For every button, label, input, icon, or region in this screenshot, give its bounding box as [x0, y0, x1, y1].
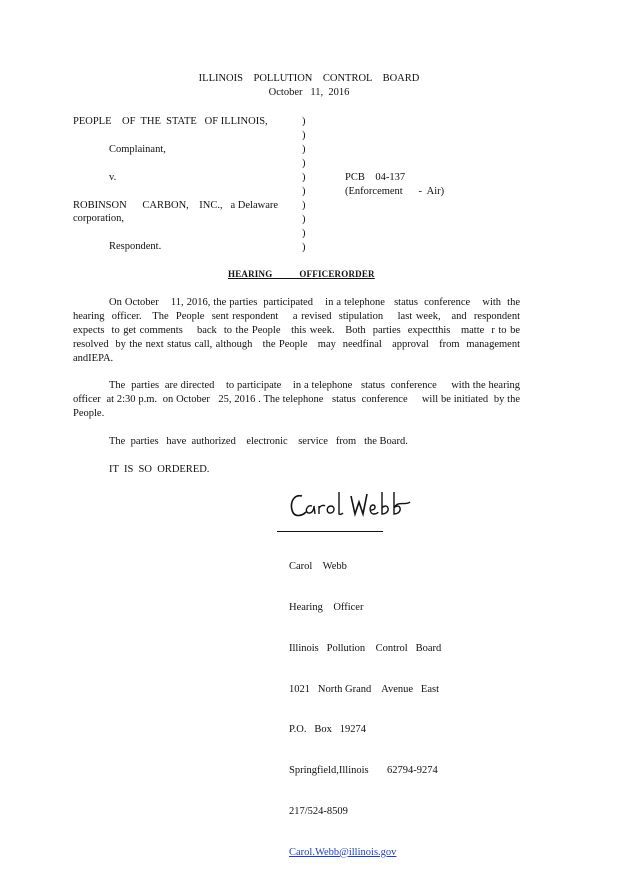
paragraph-2-text: The parties are directed to participate in a telephone status conference with the hearing officer at 2:30 p.m. on October 25, 2016 . The telephone status conference will be initiated by the People. [73, 380, 523, 419]
document-header [0, 72, 618, 99]
signer-address2: P.O. Box 19274 [289, 724, 367, 736]
paren: ) [302, 144, 306, 155]
signer-name: Carol Webb [289, 561, 347, 573]
respondent-party-line2: corporation, [73, 213, 125, 224]
case-number: PCB 04-137 [345, 172, 406, 183]
handwritten-signature [288, 488, 418, 524]
paragraph-4 [73, 463, 520, 477]
paragraph-3 [73, 435, 520, 449]
paren: ) [302, 116, 306, 127]
document-title: HEARING OFFICERORDER [228, 269, 375, 279]
paren: ) [302, 228, 306, 239]
board-name: ILLINOIS POLLUTION CONTROL BOARD [198, 73, 420, 84]
signature-line [277, 531, 383, 532]
order-date: October 11, 2016 [268, 86, 350, 98]
paren: ) [302, 200, 306, 211]
paren: ) [302, 130, 306, 141]
signer-org: Illinois Pollution Control Board [289, 642, 442, 654]
paragraph-1 [73, 296, 523, 366]
signature-block [289, 533, 441, 873]
paragraph-2 [73, 379, 523, 421]
respondent-party-line1: ROBINSON CARBON, INC., a Delaware [73, 200, 279, 211]
paren: ) [302, 186, 306, 197]
signer-phone: 217/524-8509 [289, 805, 348, 817]
signer-city: Springfield,Illinois 62794-9274 [289, 765, 438, 777]
signer-email-link[interactable]: Carol.Webb@illinois.gov [289, 846, 397, 858]
paragraph-1-text: On October 11, 2016, the parties participated in a telephone status conference with the hearing officer. The People sent respondent a revised stipulation last week, and respondent expects to get comments back to the People this week. Both parties expectthis matte r to be resolved by the next status call, although the People may needfinal approval from management andIEPA. [73, 297, 523, 364]
paragraph-4-text: IT IS SO ORDERED. [109, 464, 210, 475]
paren: ) [302, 158, 306, 169]
paren: ) [302, 242, 306, 253]
paren: ) [302, 172, 306, 183]
paragraph-3-text: The parties have authorized electronic service from the Board. [109, 436, 408, 447]
paren: ) [302, 214, 306, 225]
caption-parens [302, 115, 312, 255]
complainant-party: PEOPLE OF THE STATE OF ILLINOIS, [73, 116, 268, 127]
respondent-role: Respondent. [109, 241, 162, 252]
signer-title: Hearing Officer [289, 601, 364, 613]
complainant-role: Complainant, [109, 144, 166, 155]
signer-address1: 1021 North Grand Avenue East [289, 683, 439, 695]
versus-label: v. [109, 172, 117, 183]
case-type: (Enforcement - Air) [345, 186, 445, 197]
